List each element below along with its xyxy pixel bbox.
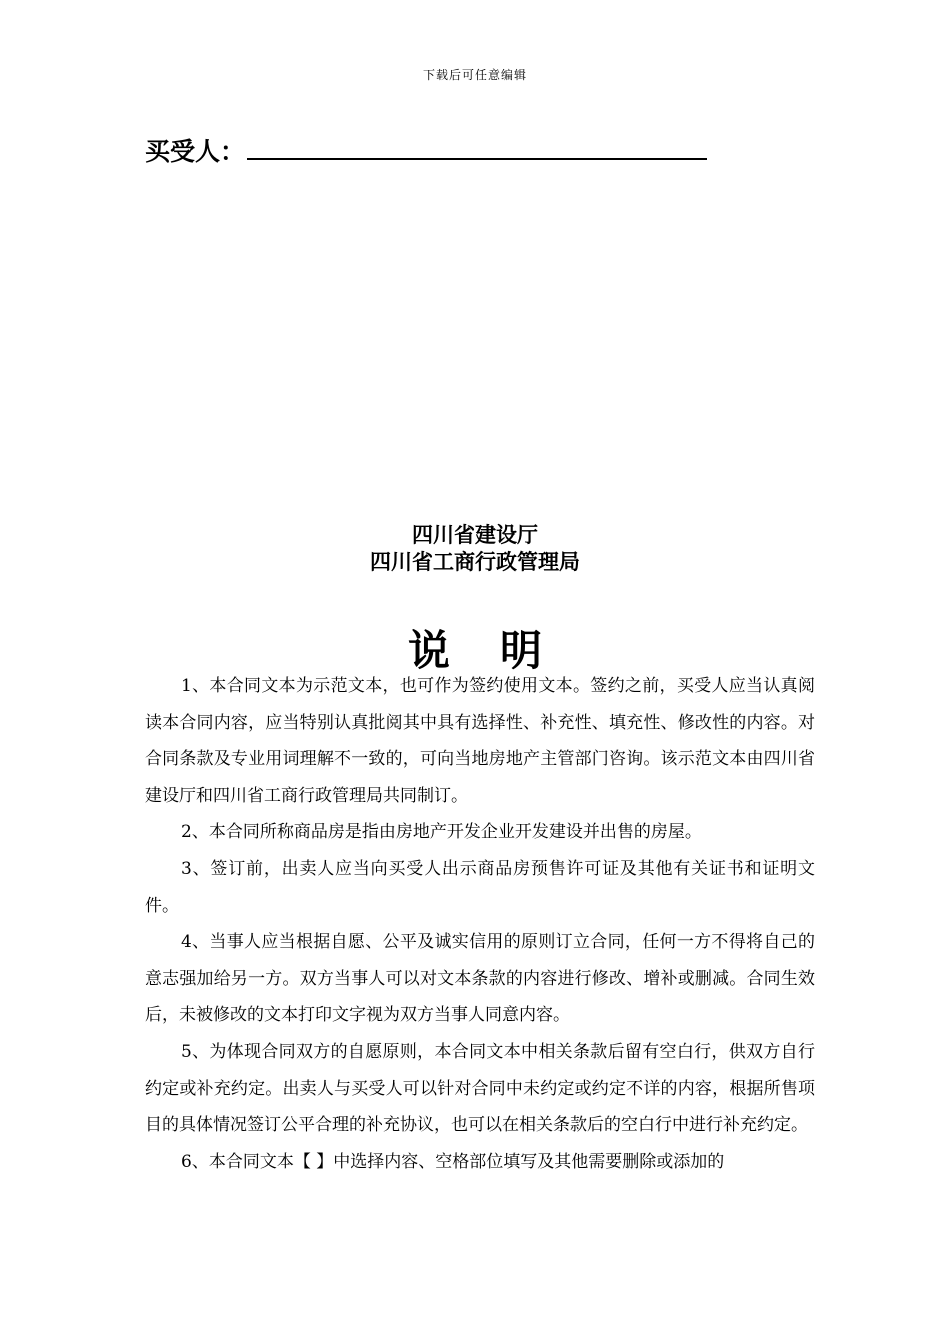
issuing-authorities (0, 521, 950, 575)
instruction-paragraph-6: 6、本合同文本【 】中选择内容、空格部位填写及其他需要删除或添加的 (181, 1151, 725, 1172)
instruction-paragraph-5: 5、为体现合同双方的自愿原则，本合同文本中相关条款后留有空白行，供双方自行约定或补充约定。出卖人与买受人可以针对合同中未约定或约定不详的内容，根据所售项目的具体情况签订公平合理的补充协议，也可以在相关条款后的空白行中进行补充约定。 (145, 1041, 815, 1136)
instruction-paragraph-2: 2、本合同所称商品房是指由房地产开发企业开发建设并出售的房屋。 (181, 822, 702, 843)
page-header-note: 下载后可任意编辑 (422, 68, 527, 82)
instruction-paragraph-1: 1、本合同文本为示范文本，也可作为签约使用文本。签约之前，买受人应当认真阅读本合同内容，应当特别认真批阅其中具有选择性、补充性、填充性、修改性的内容。对合同条款及专业用词理解不一致的，可向当地房地产主管部门咨询。该示范文本由四川省建设厅和四川省工商行政管理局共同制订。 (145, 676, 815, 806)
instructions-body (145, 668, 815, 1180)
buyer-label: 买受人： (145, 137, 246, 166)
buyer-field (145, 132, 707, 168)
issuer-construction-dept: 四川省建设厅 (412, 522, 538, 547)
instructions-title: 说明 (407, 626, 592, 675)
issuer-admin-bureau: 四川省工商行政管理局 (370, 549, 580, 574)
buyer-blank-line (247, 132, 707, 160)
instruction-paragraph-4: 4、当事人应当根据自愿、公平及诚实信用的原则订立合同，任何一方不得将自己的意志强加给另一方。双方当事人可以对文本条款的内容进行修改、增补或删减。合同生效后，未被修改的文本打印文字视为双方当事人同意内容。 (145, 932, 815, 1026)
instruction-paragraph-3: 3、签订前，出卖人应当向买受人出示商品房预售许可证及其他有关证书和证明文件。 (145, 858, 815, 916)
